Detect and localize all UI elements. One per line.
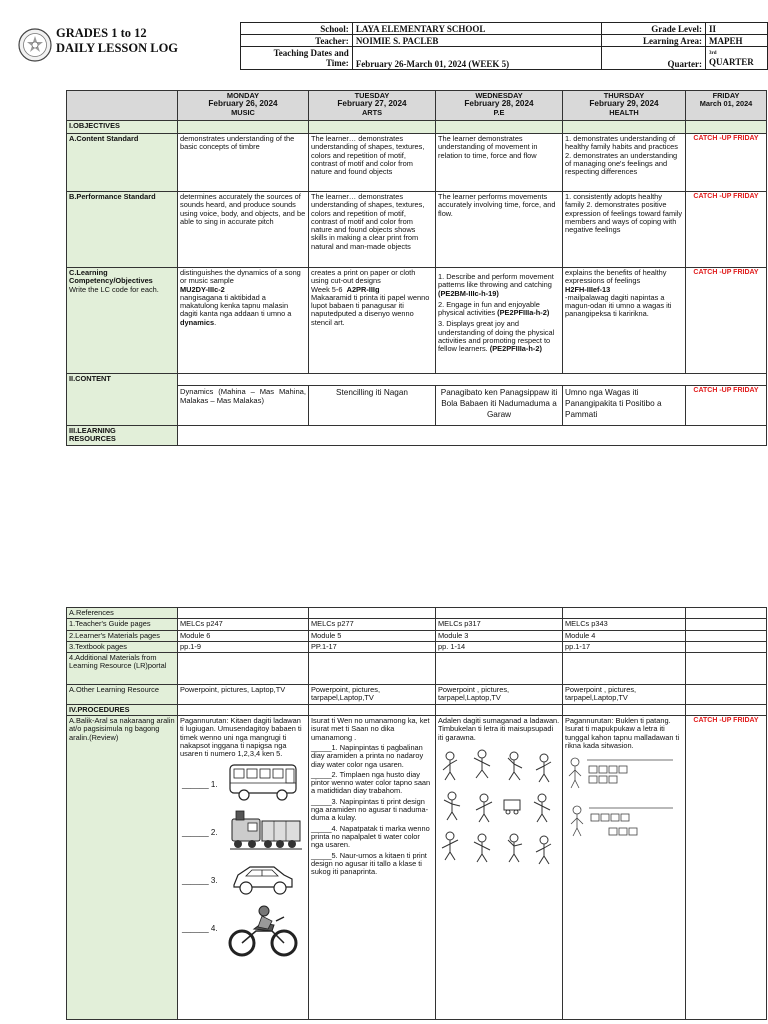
grade-label: Grade Level: [602, 23, 706, 35]
blank-cell [563, 704, 686, 715]
review-tuesday [309, 716, 436, 1020]
day-subject: P.E [493, 107, 505, 117]
content-standard-row [67, 134, 767, 192]
content-heading: II.CONTENT [67, 374, 178, 426]
day-subject: ARTS [361, 107, 383, 117]
vehicle-item [180, 903, 306, 963]
competency-text: creates a print on paper or cloth using cut-out designs [311, 268, 416, 286]
learning-resources-heading [67, 426, 178, 446]
content-monday: Dynamics (Mahina – Mas Mahina, Malakas – Mas Malakas) [178, 386, 309, 426]
reference-wednesday: pp. 1-14 [436, 641, 563, 652]
day-subject: HEALTH [609, 107, 639, 117]
day-header-row [67, 91, 767, 121]
reference-wednesday: MELCs p317 [436, 619, 563, 630]
teacher-label: Teacher: [241, 35, 353, 47]
header-info-table [240, 22, 768, 70]
feelings-worksheet [565, 754, 677, 854]
competency-text: 3. Displays great joy and understanding of doing the physical activities and promoting respect to fellow learners. [438, 319, 555, 354]
procedures-heading: IV.PROCEDURES [67, 704, 178, 715]
review-instructions: Isurat ti Wen no umanamong ka, ket isurat met ti Saan no dika umanamong . [311, 716, 430, 742]
catch-up-friday-label: CATCH -UP FRIDAY [686, 268, 767, 374]
reference-wednesday: Powerpoint , pictures, tarpapel,Laptop,TV [436, 685, 563, 705]
review-item: _____1. Napinpintas ti pagbalinan diay aramiden a printa no nadaroy diay water color nga usaren. [311, 742, 424, 769]
day-name: WEDNESDAY [475, 91, 523, 100]
car-icon [228, 855, 298, 899]
objectives-heading: I.OBJECTIVES [67, 121, 178, 134]
day-name: MONDAY [226, 91, 260, 100]
content-heading-row [67, 374, 767, 386]
blank-cell [178, 704, 309, 715]
reference-row [67, 641, 767, 652]
vehicle-item-blank: ______ 1. [182, 779, 218, 789]
reference-monday [178, 653, 309, 685]
review-item: _____3. Napinpintas ti print design nga aramiden no agusar ti naduma-duma a kulay. [311, 796, 429, 823]
review-row [67, 716, 767, 1020]
day-header-thursday [563, 91, 686, 121]
performance-standard-monday: determines accurately the sources of sounds heard, and produce sounds using voice, body, and objects, and be able to sing in accurate pitch [178, 192, 309, 268]
catch-up-friday-label: CATCH -UP FRIDAY [686, 716, 767, 1020]
lesson-log-table-2 [66, 607, 767, 1020]
reference-label: 1.Teacher's Guide pages [67, 619, 178, 630]
procedures-heading-row [67, 704, 767, 715]
reference-label: 4.Additional Materials from Learning Resource (LR)portal [67, 653, 178, 685]
quarter-text: QUARTER [709, 57, 754, 67]
reference-monday: pp.1-9 [178, 641, 309, 652]
review-item: _____5. Naur-urnos a kitaen ti print design no agusar iti tallo a klase ti sukog iti panaprinta. [311, 850, 427, 877]
day-date: February 26, 2024 [208, 99, 278, 109]
content-standard-wednesday: The learner demonstrates understanding of movement in relation to time, force and flow [436, 134, 563, 192]
learning-area-label: Learning Area: [602, 35, 706, 47]
dates-label [241, 47, 353, 70]
reference-tuesday: MELCs p277 [309, 619, 436, 630]
lc-code: (PE2PFIIIa-h-2) [497, 308, 550, 318]
reference-label: 2.Learner's Materials pages [67, 630, 178, 641]
dates-value: February 26-March 01, 2024 (WEEK 5) [352, 47, 601, 70]
vehicle-item-blank: ______ 4. [182, 923, 218, 933]
competency-monday: distinguishes the dynamics of a song or music sample MU2DY-IIIc-2 nangisagana ti aktibidad a makatulong kenka tapnu malasin dagiti kanta nga addaan ti umno a dynamics. [178, 268, 309, 374]
competency-label-title: C.Learning Competency/Objectives [69, 268, 153, 286]
title-line-1: GRADES 1 to 12 [56, 26, 147, 40]
header [18, 22, 754, 72]
content-wednesday: Panagibato ken Panagsippaw iti Bola Babaen iti Nadumaduma a Garaw [436, 386, 563, 426]
day-date: February 29, 2024 [589, 99, 659, 109]
lc-code: MU2DY-IIIc-2 [180, 284, 225, 294]
grade-value: II [706, 23, 768, 35]
reference-label: A.Other Learning Resource [67, 685, 178, 705]
reference-wednesday: Module 3 [436, 630, 563, 641]
blank-cell [178, 374, 767, 386]
blank-cell [309, 704, 436, 715]
content-thursday: Umno nga Wagas iti Panangipakita ti Positibo a Pammati [563, 386, 686, 426]
review-thursday [563, 716, 686, 1020]
dates-label-line-1: Teaching Dates and [273, 48, 349, 58]
reference-thursday: MELCs p343 [563, 619, 686, 630]
resources-heading-line-1: III.LEARNING [69, 426, 116, 435]
reference-label: 3.Textbook pages [67, 641, 178, 652]
header-blank-cell [67, 91, 178, 121]
objectives-heading-row [67, 121, 767, 134]
competency-wednesday [436, 268, 563, 374]
performance-standard-wednesday: The learner performs movements accurately involving time, force, and flow. [436, 192, 563, 268]
train-icon [228, 807, 304, 853]
performance-standard-tuesday: The learner… demonstrates understanding of shapes, textures, colors and repetition of motif, contrast of motif and color from nature and found objects shows skills in making a clear print from natural and man-made objects [309, 192, 436, 268]
day-header-wednesday [436, 91, 563, 121]
reference-monday: Module 6 [178, 630, 309, 641]
performance-standard-label: B.Performance Standard [67, 192, 178, 268]
competency-text: nangisagana ti aktibidad a makatulong kenka tapnu malasin dagiti kanta nga addaan ti umno a [180, 292, 292, 319]
quarter-ordinal: 3rd [709, 51, 717, 56]
blank-cell [686, 630, 767, 641]
review-monday [178, 716, 309, 1020]
day-date: February 27, 2024 [337, 99, 407, 109]
competency-text: explains the benefits of healthy expressions of feelings [565, 268, 667, 286]
day-subject: MUSIC [231, 107, 255, 117]
quarter-value [706, 47, 768, 70]
blank-cell [563, 608, 686, 619]
learning-resources-row [67, 426, 767, 446]
blank-cell [178, 121, 309, 134]
review-item: _____4. Napatpatak ti marka wenno printa no napalpalet ti water color nga usaren. [311, 823, 430, 850]
lc-code: A2PR-IIIg [346, 284, 380, 294]
vehicle-item [180, 759, 306, 807]
lc-code: H2FH-IIIef-13 [565, 284, 611, 294]
blank-cell [563, 121, 686, 134]
blank-cell [309, 121, 436, 134]
day-header-tuesday [309, 91, 436, 121]
content-standard-thursday: 1. demonstrates understanding of healthy family habits and practices 2. demonstrates an understanding of managing one's feelings and respecting differences [563, 134, 686, 192]
day-name: TUESDAY [354, 91, 390, 100]
learning-competency-row [67, 268, 767, 374]
reference-thursday: pp.1-17 [563, 641, 686, 652]
reference-thursday [563, 653, 686, 685]
catch-up-friday-label: CATCH -UP FRIDAY [686, 192, 767, 268]
competency-text: -mailpalawag dagiti napintas a magun-odan iti umno a wagas iti panangipeksa ti karirikna. [565, 292, 672, 319]
lesson-log-table-1 [66, 90, 767, 446]
deped-seal-icon [18, 28, 52, 62]
review-instructions: Adalen dagiti sumaganad a ladawan. Timbukelan ti letra iti maisupsupadi iti garawna. [438, 716, 560, 742]
review-wednesday [436, 716, 563, 1020]
performance-standard-row [67, 192, 767, 268]
reference-thursday: Module 4 [563, 630, 686, 641]
reference-row [67, 653, 767, 685]
content-tuesday: Stencilling iti Nagan [309, 386, 436, 426]
blank-cell [309, 608, 436, 619]
blank-cell [436, 704, 563, 715]
reference-row [67, 685, 767, 705]
competency-bold-term: dynamics [180, 317, 215, 327]
movement-figures-worksheet [438, 748, 556, 868]
reference-wednesday [436, 653, 563, 685]
blank-cell [436, 608, 563, 619]
catch-up-friday-label: CATCH -UP FRIDAY [686, 386, 767, 426]
blank-cell [686, 121, 767, 134]
reference-tuesday [309, 653, 436, 685]
vehicle-item [180, 855, 306, 903]
content-standard-label: A.Content Standard [67, 134, 178, 192]
teacher-value: NOIMIE S. PACLEB [352, 35, 601, 47]
day-name: THURSDAY [603, 91, 645, 100]
reference-tuesday: Powerpoint, pictures, tarpapel,Laptop,TV [309, 685, 436, 705]
reference-tuesday: PP.1-17 [309, 641, 436, 652]
dates-label-line-2: Time: [325, 58, 349, 68]
references-heading: A.References [67, 608, 178, 619]
blank-cell [686, 704, 767, 715]
day-date: February 28, 2024 [464, 99, 534, 109]
blank-cell [436, 121, 563, 134]
learning-competency-label [67, 268, 178, 374]
review-item: _____2. Timplaen nga husto diay pintor wenno water color tapno saan a matidtidan diay trabahom. [311, 769, 431, 796]
blank-cell [178, 426, 767, 446]
blank-cell [686, 641, 767, 652]
reference-row [67, 619, 767, 630]
review-instructions: Pagannurutan: Buklen ti patang. Isurat ti mapukpukaw a letra iti tunggal kahon tapnu malladawan ti rikna kada sitwasion. [565, 716, 680, 750]
catch-up-friday-label: CATCH -UP FRIDAY [686, 134, 767, 192]
vehicle-item [180, 807, 306, 855]
lc-code: (PE2BM-IIIc-h-19) [438, 288, 499, 298]
competency-thursday [563, 268, 686, 374]
performance-standard-thursday: 1. consistently adopts healthy family 2. demonstrates positive expression of feelings toward family members and ways of coping with negative feelings [563, 192, 686, 268]
learning-area-value: MAPEH [706, 35, 768, 47]
resources-heading-line-2: RESOURCES [69, 434, 116, 444]
reference-row [67, 630, 767, 641]
content-standard-monday: demonstrates understanding of the basic concepts of timbre [178, 134, 309, 192]
blank-cell [178, 608, 309, 619]
reference-thursday: Powerpoint , pictures, tarpapel,Laptop,TV [563, 685, 686, 705]
competency-text: distinguishes the dynamics of a song or music sample [180, 268, 301, 286]
lc-code: (PE2PFIIIa-h-2) [489, 344, 542, 354]
competency-tuesday [309, 268, 436, 374]
references-heading-row [67, 608, 767, 619]
competency-text: Makaaramid ti printa iti papel wenno lupot babaen ti panagusar iti naputedputed a disenyo wenno stencil art. [311, 292, 430, 327]
bus-icon [228, 759, 300, 803]
vehicle-item-blank: ______ 2. [182, 827, 218, 837]
title-line-2: DAILY LESSON LOG [56, 41, 179, 55]
blank-cell [686, 653, 767, 685]
dll-title [56, 26, 178, 56]
reference-tuesday: Module 5 [309, 630, 436, 641]
motorcycle-icon [228, 903, 298, 961]
day-header-monday [178, 91, 309, 121]
quarter-label: Quarter: [602, 47, 706, 70]
review-label: A.Balik-Aral sa nakaraang aralin at/o pagsisimula ng bagong aralin.(Review) [67, 716, 178, 1020]
day-header-friday [686, 91, 767, 121]
blank-cell [686, 685, 767, 705]
blank-cell [686, 608, 767, 619]
school-label: School: [241, 23, 353, 35]
competency-label-note: Write the LC code for each. [69, 284, 159, 294]
competency-text: 1. Describe and perform movement patterns like throwing and catching [438, 272, 554, 290]
competency-week: Week 5-6 [311, 284, 343, 294]
review-instructions: Pagannurutan: Kitaen dagiti ladawan ti lugiugan. Umusendagitoy babaen ti timek wenno uni nga mangrugi ti nakapsot inggana ti napigsa nga usaren ti numero 1,2,3,4 ken 5. [180, 716, 302, 759]
day-date: March 01, 2024 [699, 99, 753, 109]
vehicle-item-blank: ______ 3. [182, 875, 218, 885]
school-value: LAYA ELEMENTARY SCHOOL [352, 23, 601, 35]
content-standard-tuesday: The learner… demonstrates understanding of shapes, textures, colors and repetition of motif, contrast of motif and color from nature and found objects [309, 134, 436, 192]
reference-monday: MELCs p247 [178, 619, 309, 630]
blank-cell [686, 619, 767, 630]
day-name: FRIDAY [712, 91, 740, 100]
reference-monday: Powerpoint, pictures, Laptop,TV [178, 685, 309, 705]
competency-text: 2. Engage in fun and enjoyable physical activities [438, 299, 540, 318]
